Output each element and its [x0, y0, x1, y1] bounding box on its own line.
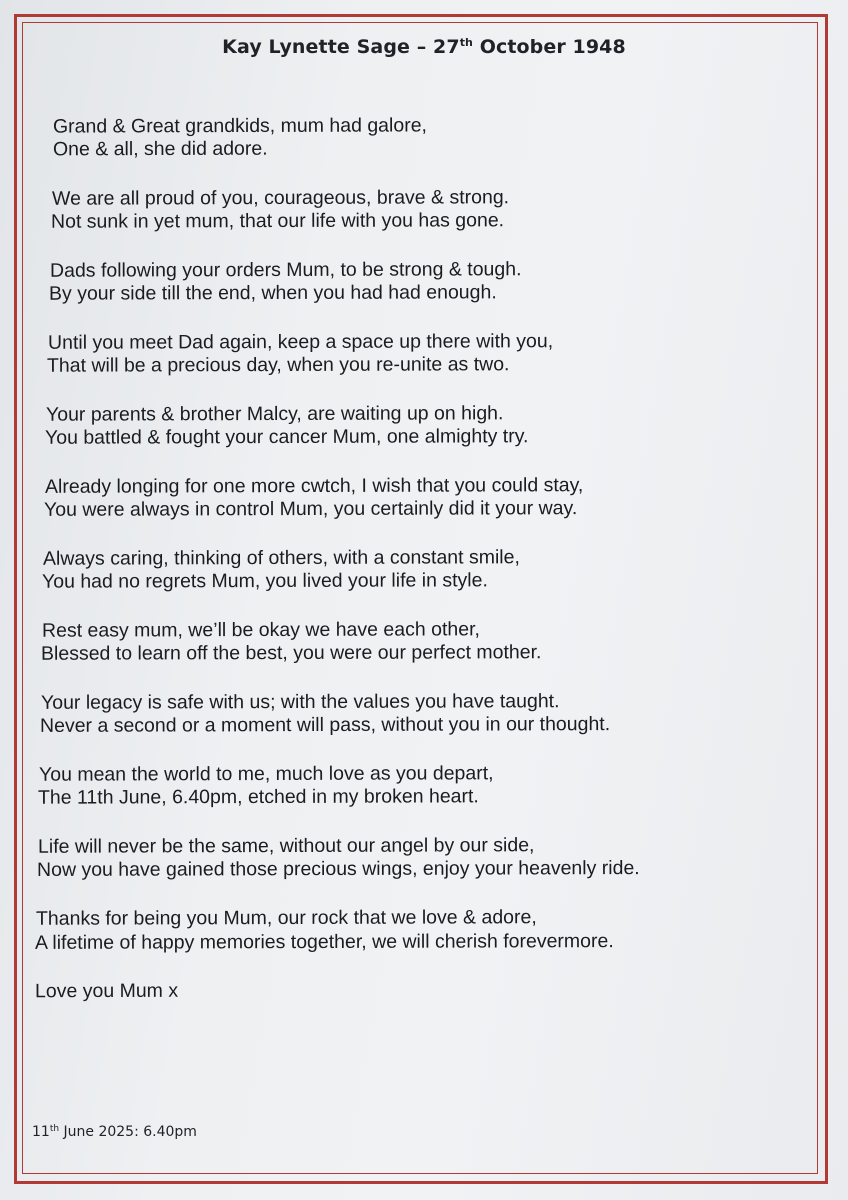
poem-line: Your legacy is safe with us; with the values you have taught.: [40, 690, 560, 714]
poem-line: Dads following your orders Mum, to be strong & tough.: [49, 258, 522, 282]
poem-line: You had no regrets Mum, you lived your life in style.: [41, 569, 488, 593]
poem-line: Your parents & brother Malcy, are waiting up on high.: [45, 402, 504, 426]
poem-line: That will be a precious day, when you re-unite as two.: [46, 353, 510, 377]
poem-line: Now you have gained those precious wings, enjoy your heavenly ride.: [36, 857, 640, 881]
poem-line: You were always in control Mum, you certainly did it your way.: [43, 497, 578, 521]
poem-line: One & all, she did adore.: [52, 137, 268, 161]
footer-month-year-time: June 2025: 6.40pm: [59, 1124, 197, 1140]
poem-line: A lifetime of happy memories together, we will cherish forevermore.: [34, 930, 614, 954]
title-month-year: October 1948: [472, 36, 626, 58]
footer-date: [32, 1124, 197, 1140]
poem-line: We are all proud of you, courageous, brave & strong.: [51, 186, 510, 210]
poem-line: Always caring, thinking of others, with a constant smile,: [42, 546, 520, 570]
poem-line: Thanks for being you Mum, our rock that we love & adore,: [35, 906, 537, 930]
poem-line: Blessed to learn off the best, you were our perfect mother.: [40, 641, 542, 665]
poem-line: Not sunk in yet mum, that our life with you has gone.: [50, 209, 505, 233]
title-name-date: Kay Lynette Sage – 27: [222, 36, 460, 58]
footer-day: 11: [32, 1124, 50, 1140]
title-day-suffix: th: [459, 36, 473, 49]
poem-line: The 11th June, 6.40pm, etched in my broken heart.: [37, 785, 479, 809]
poem-line: Grand & Great grandkids, mum had galore,: [52, 114, 427, 138]
poem-line: You battled & fought your cancer Mum, one almighty try.: [44, 425, 529, 449]
poem-line: Love you Mum x: [34, 979, 179, 1003]
poem-line: By your side till the end, when you had had enough.: [48, 281, 497, 305]
poem-line: Already longing for one more cwtch, I wish that you could stay,: [44, 474, 584, 498]
poem-line: Rest easy mum, we’ll be okay we have each other,: [41, 618, 480, 642]
poem-line: You mean the world to me, much love as you depart,: [38, 762, 494, 786]
poem-line: Never a second or a moment will pass, without you in our thought.: [39, 713, 611, 737]
poem-line: Until you meet Dad again, keep a space up there with you,: [47, 330, 554, 354]
footer-day-suffix: th: [49, 1124, 60, 1134]
poem-line: Life will never be the same, without our angel by our side,: [37, 834, 535, 858]
